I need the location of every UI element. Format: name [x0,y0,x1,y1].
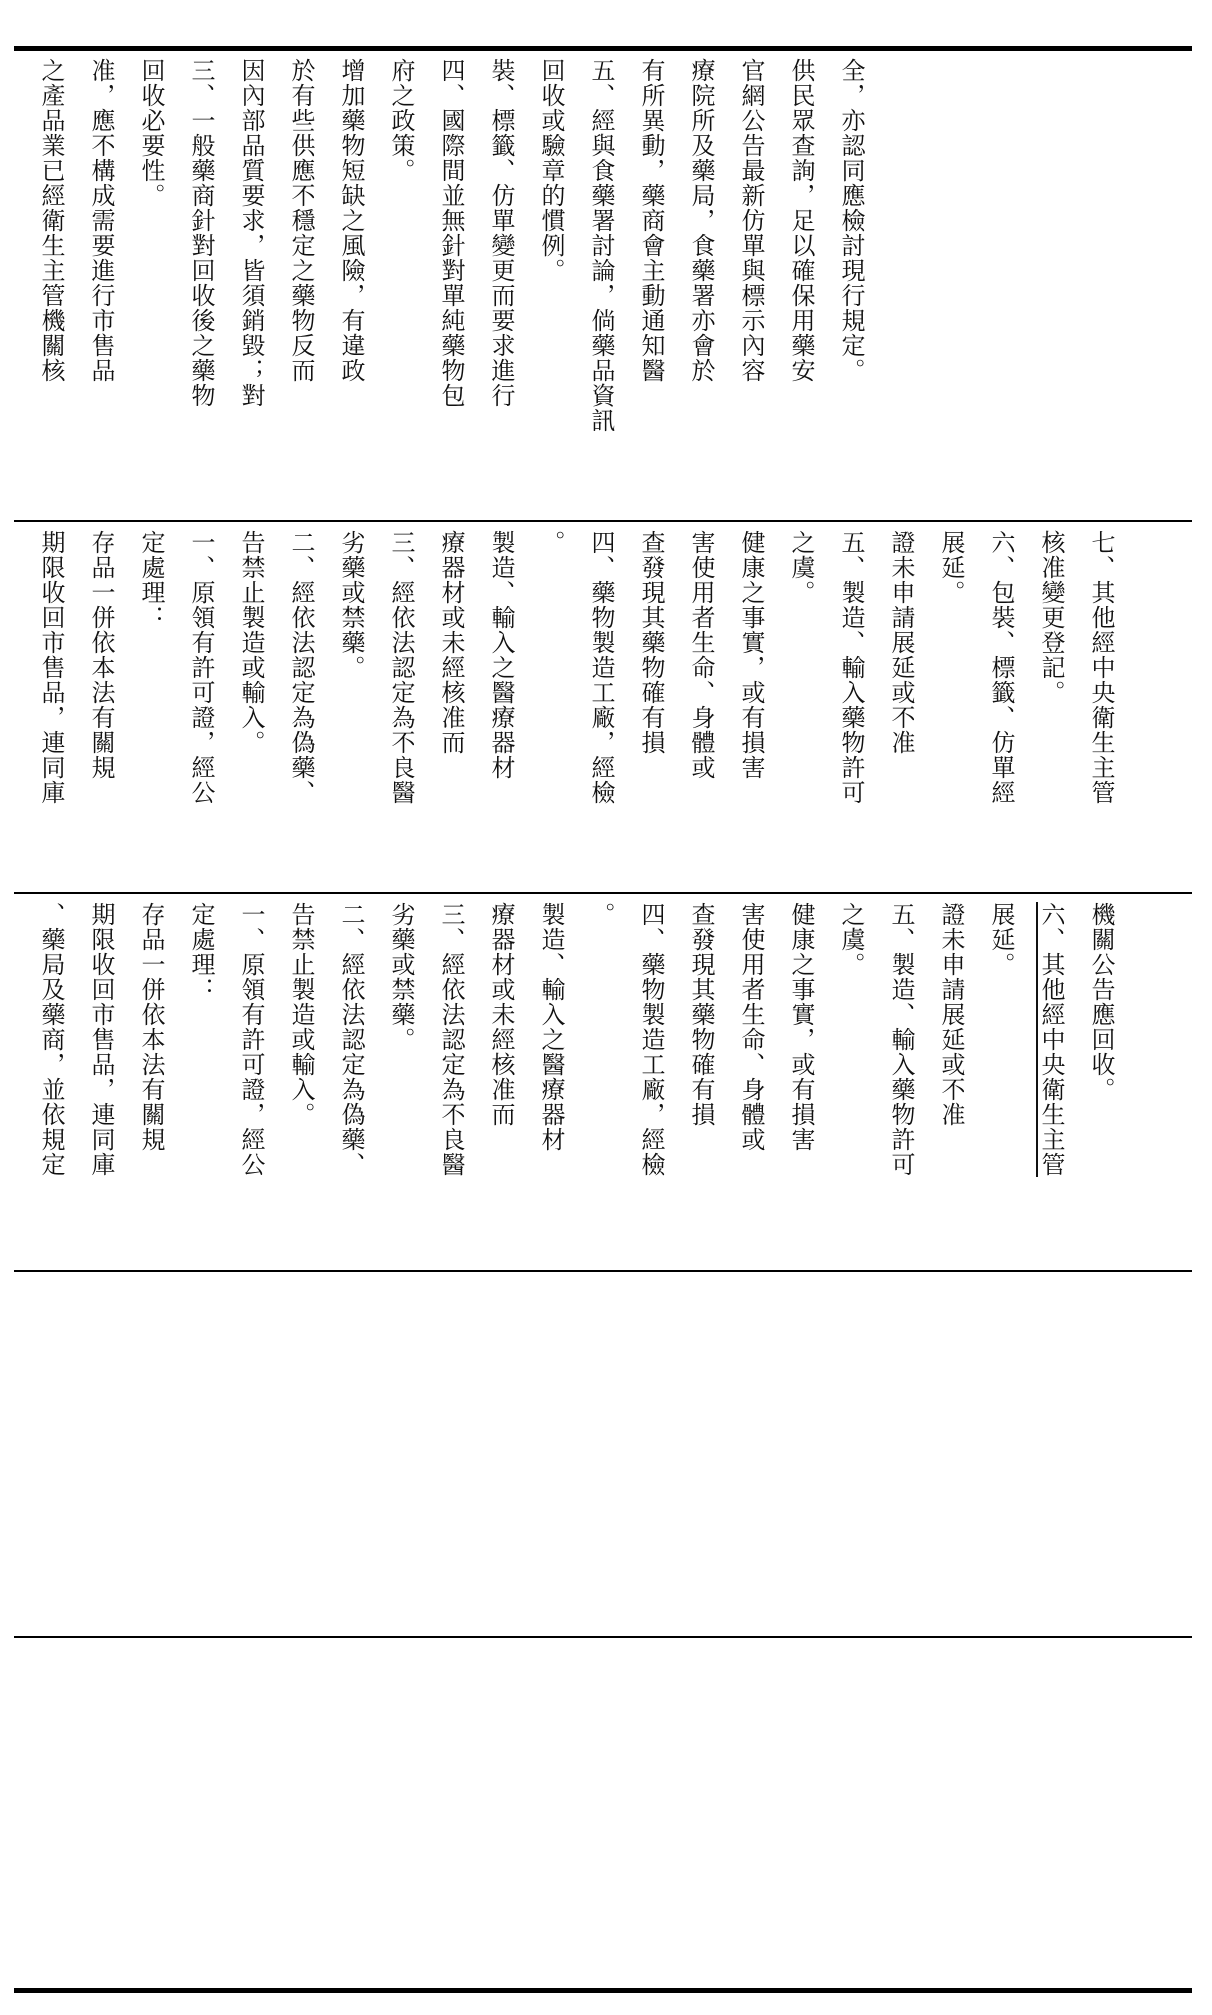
text-line: 告禁止製造或輸入。 [237,530,265,755]
top-rule [14,46,1192,51]
text-line: 劣藥或禁藥。 [387,902,415,1052]
text-line: 、藥局及藥商，並依規定 [37,902,65,1177]
rule-3 [14,1270,1192,1272]
text-line-underlined: 六、其他經中央衛生主管 [1037,902,1065,1177]
text-line: 療院所及藥局，食藥署亦會於 [687,58,715,383]
text-line: 。 [537,530,565,555]
text-line: 。 [587,902,615,927]
text-line: 裝、標籤、仿單變更而要求進行 [487,58,515,408]
rule-2 [14,892,1192,894]
text-line: 之產品業已經衛生主管機關核 [37,58,65,383]
text-line: 供民眾查詢，足以確保用藥安 [787,58,815,383]
text-line: 證未申請展延或不准 [887,530,915,755]
band-top [30,52,1170,518]
text-line: 存品一併依本法有關規 [137,902,165,1152]
text-line: 五、經與食藥署討論，倘藥品資訊 [587,58,615,433]
band-lower [30,896,1170,1268]
text-line: 查發現其藥物確有損 [637,530,665,755]
text-line: 一、原領有許可證，經公 [237,902,265,1177]
text-line: 因內部品質要求，皆須銷毀；對 [237,58,265,408]
text-line: 一、原領有許可證，經公 [187,530,215,805]
text-line: 之虞。 [837,902,865,977]
text-line: 製造、輸入之醫療器材 [487,530,515,780]
text-line: 全，亦認同應檢討現行規定。 [837,58,865,383]
text-line: 三、一般藥商針對回收後之藥物 [187,58,215,408]
bottom-rule [14,1988,1192,1993]
rule-1 [14,520,1192,522]
text-line: 之虞。 [787,530,815,605]
text-line: 機關公告應回收。 [1087,902,1115,1102]
text-line: 期限收回市售品，連同庫 [37,530,65,805]
text-line: 五、製造、輸入藥物許可 [887,902,915,1177]
text-line: 定處理： [187,902,215,1002]
text-line: 健康之事實，或有損害 [787,902,815,1152]
text-line: 展延。 [987,902,1015,977]
text-line: 存品一併依本法有關規 [87,530,115,780]
text-line: 增加藥物短缺之風險，有違政 [337,58,365,383]
text-line: 劣藥或禁藥。 [337,530,365,680]
text-line: 證未申請展延或不准 [937,902,965,1127]
text-line: 療器材或未經核准而 [437,530,465,755]
text-line: 三、經依法認定為不良醫 [437,902,465,1177]
text-line: 二、經依法認定為偽藥、 [337,902,365,1177]
text-line: 害使用者生命、身體或 [737,902,765,1152]
text-line: 四、國際間並無針對單純藥物包 [437,58,465,408]
band-empty-1 [30,1274,1170,1634]
text-line: 三、經依法認定為不良醫 [387,530,415,805]
text-line: 害使用者生命、身體或 [687,530,715,780]
text-line: 健康之事實，或有損害 [737,530,765,780]
text-line: 官網公告最新仿單與標示內容 [737,58,765,383]
text-line: 製造、輸入之醫療器材 [537,902,565,1152]
text-line: 五、製造、輸入藥物許可 [837,530,865,805]
text-line: 准，應不構成需要進行市售品 [87,58,115,383]
text-line: 期限收回市售品，連同庫 [87,902,115,1177]
text-line: 展延。 [937,530,965,605]
text-line: 有所異動，藥商會主動通知醫 [637,58,665,383]
text-line: 六、包裝、標籤、仿單經 [987,530,1015,805]
rule-4 [14,1636,1192,1638]
text-line: 定處理： [137,530,165,630]
band-empty-2 [30,1640,1170,1986]
text-line: 核准變更登記。 [1037,530,1065,705]
text-line: 查發現其藥物確有損 [687,902,715,1127]
text-line: 於有些供應不穩定之藥物反而 [287,58,315,383]
text-line: 府之政策。 [387,58,415,183]
text-line: 七、其他經中央衛生主管 [1087,530,1115,805]
text-line: 四、藥物製造工廠，經檢 [587,530,615,805]
text-line: 四、藥物製造工廠，經檢 [637,902,665,1177]
text-line: 回收或驗章的慣例。 [537,58,565,283]
text-line: 療器材或未經核准而 [487,902,515,1127]
text-line: 二、經依法認定為偽藥、 [287,530,315,805]
text-line: 告禁止製造或輸入。 [287,902,315,1127]
text-line: 回收必要性。 [137,58,165,208]
band-middle [30,524,1170,890]
